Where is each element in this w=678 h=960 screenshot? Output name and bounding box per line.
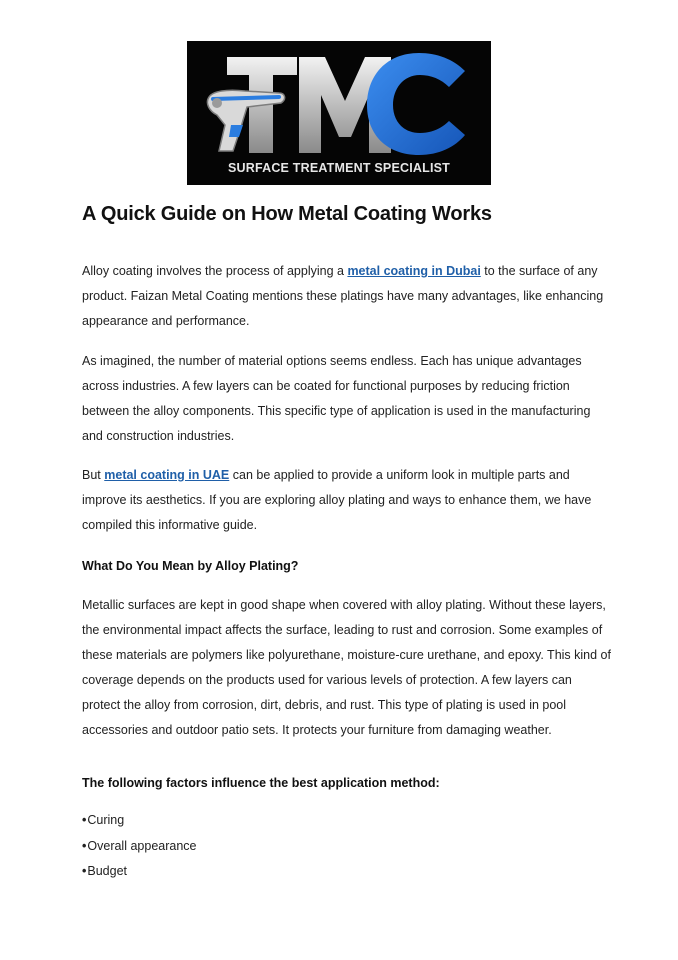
- intro-paragraph-3: [82, 463, 612, 538]
- page-title: A Quick Guide on How Metal Coating Works: [82, 203, 492, 225]
- list-item-label: Curing: [87, 813, 125, 827]
- spray-gun-icon: [207, 90, 284, 151]
- section-heading: What Do You Mean by Alloy Plating?: [82, 559, 299, 573]
- intro-text: can be applied to provide a uniform look in multiple parts and improve its aesthetics. If you are exploring alloy plating and ways to enhance them, we have compiled this informative guide.: [82, 468, 592, 532]
- intro-paragraph-2: As imagined, the number of material options seems endless. Each has unique advantages across industries. A few layers can be coated for functional purposes by reducing friction between the alloy components. This specific type of application is used in the manufacturing and construction industries.: [82, 354, 591, 443]
- section-body: Metallic surfaces are kept in good shape when covered with alloy plating. Without these layers, the environmental impact affects the surface, leading to rust and corrosion. Some examples of these materials are polymers like polyurethane, moisture-cure urethane, and epoxy. This kind of coverage depends on the products used for various levels of protection. A few layers can protect the alloy from corrosion, dirt, debris, and rust. This type of plating is used in pool accessories and outdoor patio sets. It protects your furniture from damaging weather.: [82, 598, 611, 737]
- intro-text: to the surface of any product. Faizan Metal Coating mentions these platings have many advantages, like enhancing appearance and performance.: [82, 264, 604, 328]
- intro-text: But: [82, 468, 105, 482]
- tmc-logo-graphic: [187, 41, 491, 185]
- bullet-icon: •: [82, 838, 87, 853]
- list-item: [82, 859, 197, 885]
- list-item-label: Overall appearance: [87, 838, 197, 853]
- logo-tagline: SURFACE TREATMENT SPECIALIST: [227, 161, 451, 175]
- intro-text: Alloy coating involves the process of applying a: [82, 264, 348, 278]
- bullet-icon: •: [82, 864, 87, 878]
- factors-heading: The following factors influence the best application method:: [82, 776, 440, 790]
- intro-paragraph-1: [82, 259, 612, 334]
- list-item-label: Budget: [87, 864, 128, 878]
- list-item: [82, 808, 197, 834]
- factors-list: [82, 808, 197, 885]
- link-metal-coating-uae[interactable]: metal coating in UAE: [104, 468, 230, 482]
- link-metal-coating-dubai[interactable]: metal coating in Dubai: [347, 264, 481, 278]
- company-logo: [187, 41, 491, 185]
- list-item: [82, 834, 197, 860]
- bullet-icon: •: [82, 813, 87, 827]
